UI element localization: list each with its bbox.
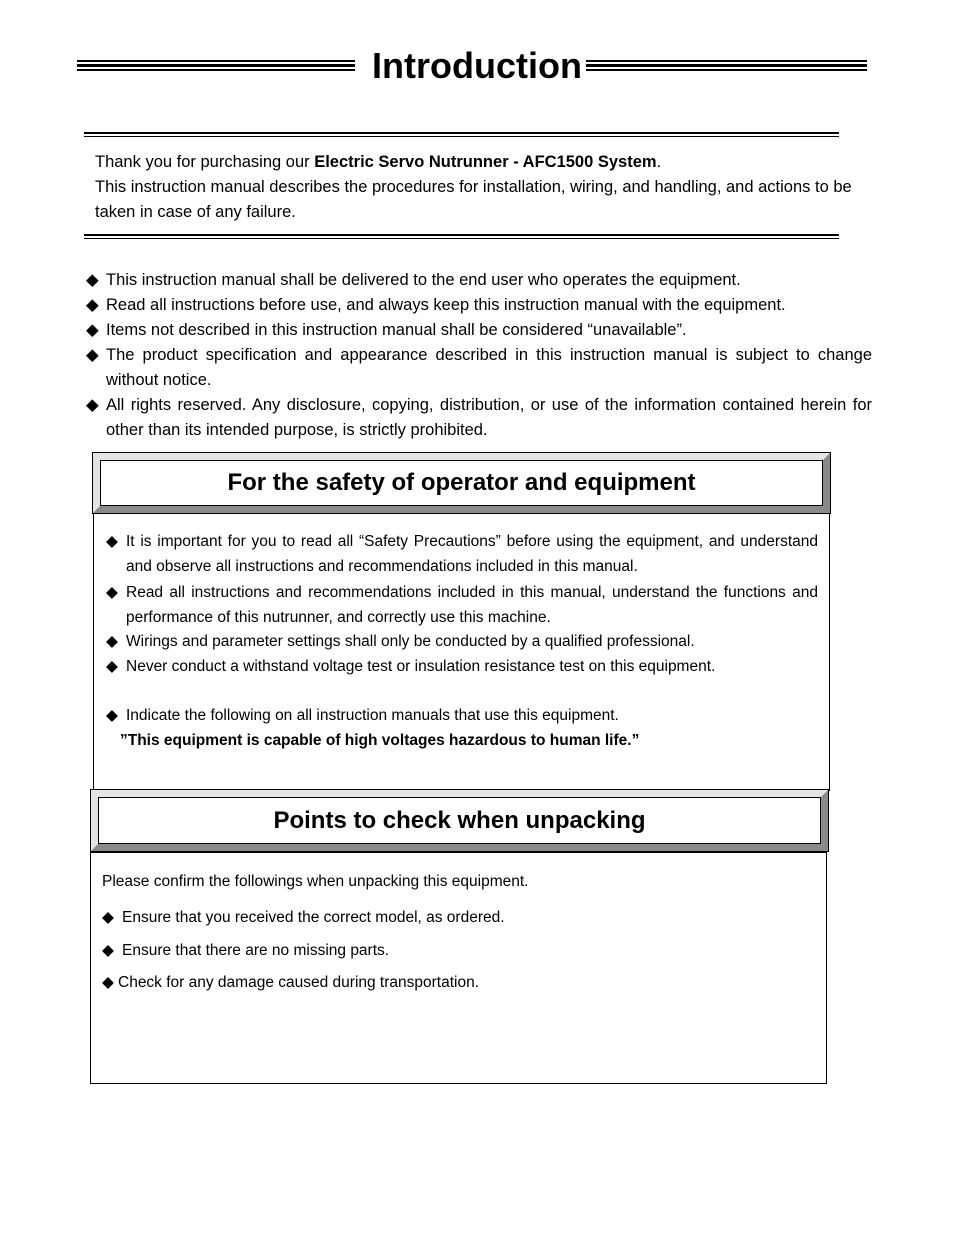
- unpacking-heading: Points to check when unpacking: [98, 797, 821, 844]
- safety-body: [106, 530, 818, 753]
- safety-heading-panel: [93, 453, 830, 513]
- unpacking-item: ◆ Ensure that there are no missing parts.: [102, 942, 390, 959]
- unpacking-body: [102, 872, 802, 993]
- diamond-bullet-icon: ◆: [106, 584, 118, 601]
- diamond-bullet-icon: ◆: [102, 974, 114, 991]
- safety-item: ◆ Never conduct a withstand voltage test or insulation resistance test on this equipment.: [106, 655, 818, 680]
- note-item: ◆ The product specification and appearance described in this instruction manual is subject to change without notice.: [86, 343, 872, 393]
- note-item: ◆ This instruction manual shall be delivered to the end user who operates the equipment.: [86, 268, 872, 293]
- safety-item: ◆ Read all instructions and recommendations included in this manual, understand the functions and performance of this nutrunner, and correctly use this machine.: [106, 581, 818, 630]
- diamond-bullet-icon: ◆: [86, 346, 99, 364]
- intro-rule-bottom: [84, 234, 839, 240]
- diamond-bullet-icon: ◆: [102, 942, 114, 959]
- safety-item: ◆ Wirings and parameter settings shall only be conducted by a qualified professional.: [106, 630, 818, 655]
- diamond-bullet-icon: ◆: [86, 296, 99, 314]
- intro-description: This instruction manual describes the procedures for installation, wiring, and handling, and actions to be taken in case of any failure.: [95, 178, 852, 221]
- unpacking-item: ◆ Ensure that you received the correct model, as ordered.: [102, 909, 505, 926]
- intro-rule-top: [84, 132, 839, 138]
- diamond-bullet-icon: ◆: [102, 909, 114, 926]
- unpacking-item: ◆ Check for any damage caused during transportation.: [102, 974, 480, 991]
- thanks-line: Thank you for purchasing our Electric Servo Nutrunner - AFC1500 System.: [95, 153, 662, 171]
- general-notes: [86, 268, 872, 443]
- diamond-bullet-icon: ◆: [106, 533, 118, 550]
- diamond-bullet-icon: ◆: [106, 633, 118, 650]
- diamond-bullet-icon: ◆: [86, 396, 99, 414]
- safety-heading: For the safety of operator and equipment: [100, 460, 823, 506]
- unpacking-intro: Please confirm the followings when unpacking this equipment.: [102, 873, 529, 890]
- safety-item: ◆ It is important for you to read all “Safety Precautions” before using the equipment, and understand and observe all instructions and recommendations included in this manual.: [106, 530, 818, 579]
- page-title: Introduction: [372, 45, 582, 86]
- intro-text: [95, 150, 875, 225]
- product-name: Electric Servo Nutrunner - AFC1500 System: [314, 153, 657, 171]
- diamond-bullet-icon: ◆: [106, 707, 118, 724]
- safety-warning: ”This equipment is capable of high voltages hazardous to human life.”: [120, 731, 640, 749]
- unpacking-heading-panel: [91, 790, 828, 851]
- note-item: ◆ Items not described in this instruction manual shall be considered “unavailable”.: [86, 318, 872, 343]
- diamond-bullet-icon: ◆: [86, 271, 99, 289]
- note-item: ◆ All rights reserved. Any disclosure, copying, distribution, or use of the information contained herein for other than its intended purpose, is strictly prohibited.: [86, 393, 872, 443]
- diamond-bullet-icon: ◆: [86, 321, 99, 339]
- note-item: ◆ Read all instructions before use, and always keep this instruction manual with the equipment.: [86, 293, 872, 318]
- safety-indicate: ◆ Indicate the following on all instruction manuals that use this equipment.: [106, 704, 818, 729]
- diamond-bullet-icon: ◆: [106, 657, 118, 675]
